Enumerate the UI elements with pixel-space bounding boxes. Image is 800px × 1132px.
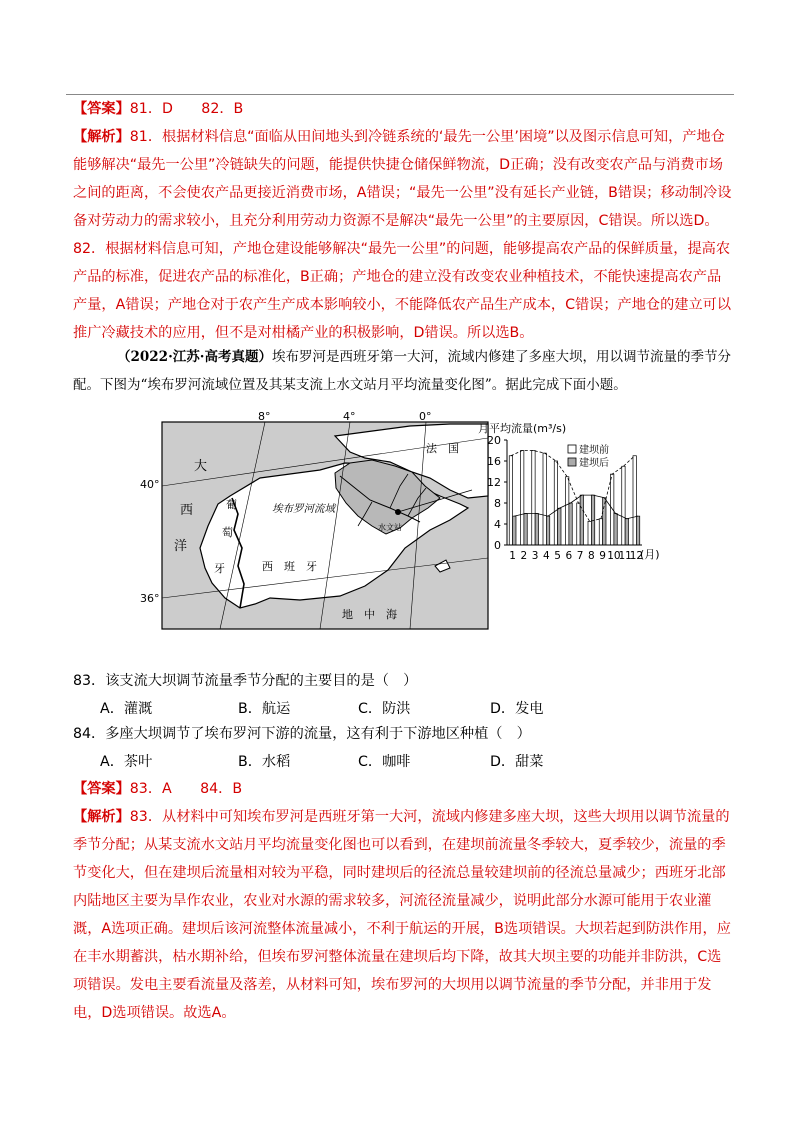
- bar-before: [588, 521, 591, 545]
- bar-before: [566, 477, 569, 545]
- map-and-chart-svg: [140, 408, 660, 633]
- analysis-81: [73, 123, 733, 235]
- analysis2-tag: 【解析】: [73, 809, 130, 825]
- analysis-tag: 【解析】: [73, 129, 130, 145]
- france-label: 法 国: [426, 442, 459, 455]
- x-tick-label: 8: [588, 550, 595, 562]
- bar-after: [535, 514, 538, 546]
- bar-before: [633, 456, 636, 545]
- bar-before: [599, 519, 602, 545]
- answer-tag: 【答案】: [73, 101, 130, 117]
- bar-before: [577, 503, 580, 545]
- y-tick-label: 12: [487, 476, 501, 489]
- answer-81-82: [73, 95, 733, 123]
- bar-after: [614, 514, 617, 546]
- answer-text: 81．D 82．B: [129, 101, 244, 117]
- question-intro: [73, 343, 733, 399]
- y-tick-label: 0: [494, 539, 501, 552]
- x-tick-label: 5: [554, 550, 561, 562]
- q84-option-a[interactable]: A．茶叶: [100, 754, 153, 770]
- q84-option-c[interactable]: C．咖啡: [358, 754, 411, 770]
- chart-x-unit: (月): [640, 548, 660, 561]
- atlantic-label-2: 西: [180, 503, 194, 518]
- bar-after: [569, 503, 572, 545]
- figure: [140, 408, 660, 637]
- q83-option-a[interactable]: A．灌溉: [100, 701, 153, 717]
- legend-swatch-before: [568, 445, 576, 453]
- analysis-83: [73, 803, 733, 1027]
- answer-83-84: [73, 775, 733, 803]
- analysis-82: [73, 235, 733, 347]
- bar-before: [622, 466, 625, 545]
- legend-swatch-after: [568, 458, 576, 466]
- x-tick-label: 6: [565, 550, 573, 562]
- lat-label-40: 40°: [140, 478, 160, 491]
- analysis-82-text: 82．根据材料信息可知，产地仓建设能够解决“最先一公里”的问题，能够提高农产品的保鲜质量，提高农产品的标准，促进农产品的标准化，B正确；产地仓的建立没有改变农业种植技术，不能快速提高农产品产量，A错误；产地仓对于农产生产成本影响较小，不能降低农产品生产成本，C错误；产地仓的建立可以推广冷藏技术的应用，但不是对柑橘产业的积极影响，D错误。所以选B。: [73, 241, 732, 341]
- bar-before: [521, 451, 524, 546]
- x-tick-label: 9: [599, 550, 606, 562]
- bar-after: [558, 508, 561, 545]
- lon-label-0: 0°: [419, 410, 432, 423]
- y-tick-label: 16: [487, 455, 501, 468]
- q83-option-c[interactable]: C．防洪: [358, 701, 411, 717]
- x-tick-label: 4: [543, 550, 550, 562]
- x-tick-label: 12: [629, 550, 644, 562]
- y-tick-label: 4: [494, 518, 501, 531]
- bar-before: [543, 453, 546, 545]
- question-source: （2022·江苏·高考真题）: [117, 349, 272, 365]
- bar-after: [603, 498, 606, 545]
- x-tick-label: 2: [520, 550, 528, 562]
- lon-label-4: 4°: [343, 410, 356, 423]
- chart-y-ticks: [487, 434, 507, 552]
- chart-x-ticks: [509, 550, 643, 562]
- answer2-text: 83．A 84．B: [129, 781, 243, 797]
- legend-label-after: 建坝后: [579, 458, 609, 469]
- q84-option-b[interactable]: B．水稻: [238, 754, 291, 770]
- flow-chart: [478, 421, 660, 562]
- spain-label: 西 班 牙: [262, 560, 317, 573]
- x-tick-label: 3: [531, 550, 539, 562]
- map: [140, 410, 488, 629]
- portugal-label-2: 萄: [222, 526, 233, 539]
- bar-after: [524, 514, 527, 546]
- legend-label-before: 建坝前: [579, 445, 609, 456]
- bar-after: [625, 519, 628, 545]
- answer2-tag: 【答案】: [73, 781, 130, 797]
- question-83-stem: 83．该支流大坝调节流量季节分配的主要目的是（ ）: [73, 673, 418, 689]
- analysis-81-text: 81．根据材料信息“面临从田间地头到冷链系统的‘最先一公里’困境”以及图示信息可知，产地仓能够解决“最先一公里”冷链缺失的问题，能提供快捷仓储保鲜物流，D正确；没有改变农产品与消费市场之间的距离，不会使农产品更接近消费市场，A错误；“最先一公里”没有延长产业链，B错误；移动制冷设备对劳动力的需求较小，且充分利用劳动力资源不是解决“最先一公里”的主要原因，C错误。所以选D。: [73, 129, 732, 229]
- chart-title: 月平均流量(m³/s): [478, 422, 567, 435]
- intro-text: 埃布罗河是西班牙第一大河，流域内修建了多座大坝，用以调节流量的季节分配。下图为“埃布罗河流域位置及其某支流上水文站月平均流量变化图”。据此完成下面小题。: [73, 349, 731, 393]
- bar-after: [636, 516, 639, 545]
- q83-option-b[interactable]: B．航运: [238, 701, 291, 717]
- q83-option-d[interactable]: D．发电: [490, 701, 544, 717]
- y-tick-label: 8: [494, 497, 501, 510]
- atlantic-label-3: 洋: [174, 539, 188, 554]
- x-tick-label: 7: [576, 550, 584, 562]
- question-84-stem: 84．多座大坝调节了埃布罗河下游的流量，这有利于下游地区种植（ ）: [73, 726, 531, 742]
- analysis-83-text: 83．从材料中可知埃布罗河是西班牙第一大河，流域内修建多座大坝，这些大坝用以调节流量的季节分配；从某支流水文站月平均流量变化图也可以看到，在建坝前流量冬季较大，夏季较少，流量的季节变化大，但在建坝后流量相对较为平稳，同时建坝后的径流总量较建坝前的径流总量减少；西班牙北部内陆地区主要为旱作农业，农业对水源的需求较多，河流径流量减少，说明此部分水源可能用于农业灌溉，A选项正确。建坝后该河流整体流量减小，不利于航运的开展，B选项错误。大坝若起到防洪作用，应在丰水期蓄洪，枯水期补给，但埃布罗河整体流量在建坝后均下降，故其大坝主要的功能并非防洪，C选项错误。发电主要看流量及落差，从材料可知，埃布罗河的大坝用以调节流量的季节分配，并非用于发电，D选项错误。故选A。: [73, 809, 731, 1021]
- station-label: 水文站: [378, 523, 402, 532]
- bar-after: [591, 495, 594, 545]
- portugal-label-1: 葡: [226, 498, 237, 511]
- y-tick-label: 20: [487, 434, 501, 447]
- bar-before: [509, 456, 512, 545]
- x-tick-label: 10: [607, 550, 621, 562]
- lat-label-36: 36°: [140, 592, 160, 605]
- bar-before: [554, 461, 557, 545]
- x-tick-label: 11: [618, 550, 632, 562]
- lon-label-8: 8°: [258, 410, 271, 423]
- bar-after: [580, 495, 583, 545]
- bar-before: [532, 451, 535, 546]
- x-tick-label: 1: [509, 550, 516, 562]
- bar-after: [513, 516, 516, 545]
- q84-option-d[interactable]: D．甜菜: [490, 754, 544, 770]
- basin-label: 埃布罗河流域: [272, 503, 335, 515]
- bar-before: [611, 474, 614, 545]
- med-label: 地 中 海: [342, 608, 397, 621]
- bar-after: [546, 516, 549, 545]
- portugal-label-3: 牙: [214, 562, 225, 575]
- atlantic-label-1: 大: [194, 459, 208, 474]
